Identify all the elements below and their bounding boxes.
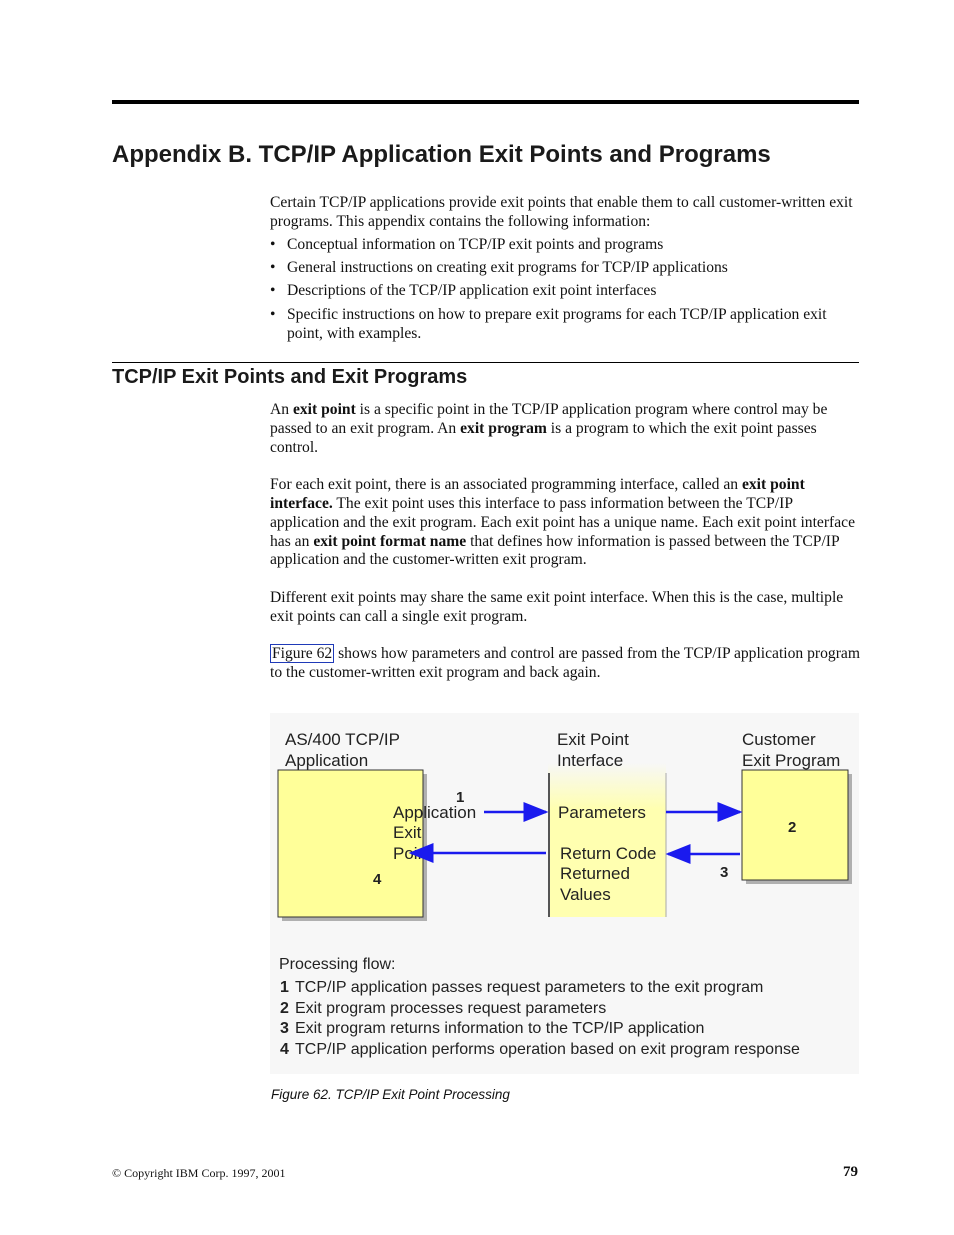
exit-label-line3: Point xyxy=(393,844,432,863)
section-rule xyxy=(112,362,859,363)
flow-step-number: 3 xyxy=(280,1020,289,1037)
list-item: • General instructions on creating exit programs for TCP/IP applications xyxy=(270,258,728,276)
flow-step-number: 1 xyxy=(280,979,289,996)
section-title: TCP/IP Exit Points and Exit Programs xyxy=(112,366,468,388)
interface-return-code: Return Code xyxy=(560,844,657,863)
paragraph-shared-interface: Different exit points may share the same exit point interface. When this is the case, multiple exit points can call a single exit program. xyxy=(270,588,844,625)
list-item: • Descriptions of the TCP/IP application exit point interfaces xyxy=(270,282,657,300)
list-item: • Conceptual information on TCP/IP exit points and programs xyxy=(270,235,664,253)
flow-step-text: Exit program returns information to the TCP/IP application xyxy=(295,1020,705,1037)
customer-title-line2: Exit Program xyxy=(742,751,841,770)
flow-step-number: 2 xyxy=(280,1000,289,1017)
customer-number: 2 xyxy=(788,819,797,836)
figure-caption: Figure 62. TCP/IP Exit Point Processing xyxy=(271,1087,510,1102)
interface-title-line2: Interface xyxy=(557,751,624,770)
app-title-line1: AS/400 TCP/IP xyxy=(285,730,400,749)
app-title-line2: Application xyxy=(285,751,369,770)
interface-parameters: Parameters xyxy=(558,803,646,822)
exit-label-line1: Application xyxy=(393,803,477,822)
arrow-number-3: 3 xyxy=(720,864,729,881)
customer-title-line1: Customer xyxy=(742,730,816,749)
page-number: 79 xyxy=(843,1164,858,1180)
top-rule xyxy=(112,100,859,104)
intro-block xyxy=(270,194,860,343)
flow-title: Processing flow: xyxy=(279,956,396,973)
interface-values: Values xyxy=(560,885,611,904)
exit-point-figure xyxy=(270,713,859,1074)
exit-point-diagram xyxy=(270,713,859,1074)
figure-link[interactable]: Figure 62 xyxy=(272,645,333,663)
flow-step-text: TCP/IP application performs operation based on exit program response xyxy=(295,1041,800,1058)
paragraph-exit-interface: For each exit point, there is an associated programming interface, called an exit point interface. The exit point uses this interface to pass information between the TCP/IP application and the exit program. Each exit point has a unique name. Each exit point interface has an exit point format name that defines how information is passed between the TCP/IP application and the customer-written exit program. xyxy=(270,476,855,569)
intro-bullet-list xyxy=(270,236,860,344)
flow-step-text: Exit program processes request parameters xyxy=(295,1000,607,1017)
paragraph-figure-ref: Figure 62 shows how parameters and control are passed from the TCP/IP application program to the customer-written exit program and back again. xyxy=(270,645,860,682)
list-item: • Specific instructions on how to prepare exit programs for each TCP/IP application exit point, with examples. xyxy=(270,305,827,342)
flow-step-text: TCP/IP application passes request parameters to the exit program xyxy=(295,979,764,996)
intro-paragraph: Certain TCP/IP applications provide exit points that enable them to call customer-written exit programs. This appendix contains the following information: xyxy=(270,194,853,230)
interface-title-line1: Exit Point xyxy=(557,730,629,749)
flow-step-number: 4 xyxy=(280,1041,289,1058)
footer-copyright: © Copyright IBM Corp. 1997, 2001 xyxy=(112,1166,286,1180)
paragraph-exit-point: An exit point is a specific point in the TCP/IP application program where control may be passed to an exit program. An exit program is a program to which the exit point passes control. xyxy=(270,401,828,456)
exit-label-line2: Exit xyxy=(393,823,422,842)
interface-returned: Returned xyxy=(560,864,630,883)
page-title: Appendix B. TCP/IP Application Exit Points and Programs xyxy=(112,141,771,168)
application-number: 4 xyxy=(373,871,382,888)
arrow-number-1: 1 xyxy=(456,789,465,806)
section-body xyxy=(270,401,860,683)
